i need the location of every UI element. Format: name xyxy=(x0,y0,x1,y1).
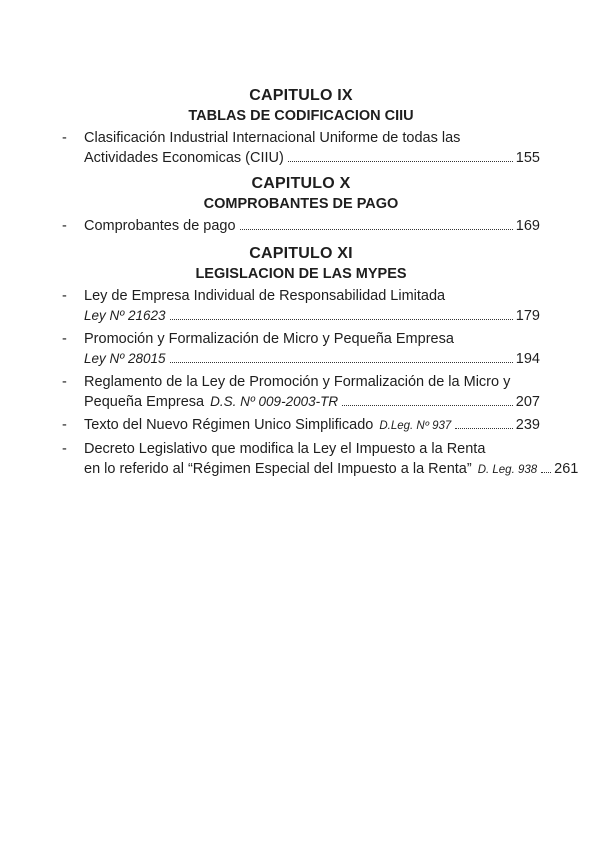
chapter-title: CAPITULO IX xyxy=(249,87,353,104)
toc-entry xyxy=(62,439,579,480)
entry-text-line: Promoción y Formalización de Micro y Pequeña Empresa xyxy=(84,331,454,347)
dot-leader xyxy=(288,161,513,162)
chapter-subtitle: TABLAS DE CODIFICACION CIIU xyxy=(188,108,414,124)
entry-leader-line xyxy=(84,459,579,480)
entry-bullet: - xyxy=(62,417,67,433)
chapter-subtitle: COMPROBANTES DE PAGO xyxy=(203,196,399,212)
legal-reference: D.S. Nº 009-2003-TR xyxy=(210,394,339,409)
legal-reference: D. Leg. 938 xyxy=(477,464,538,476)
page-number: 179 xyxy=(515,308,540,324)
entry-text: en lo referido al “Régimen Especial del Impuesto a la Renta” xyxy=(84,461,472,477)
toc-entries xyxy=(62,286,579,480)
entry-leader-line xyxy=(84,392,540,412)
page-number: 194 xyxy=(515,351,540,367)
table-of-contents xyxy=(62,86,579,483)
entry-text: Texto del Nuevo Régimen Unico Simplificado xyxy=(84,417,374,433)
entry-leader-line xyxy=(84,148,540,168)
entry-bullet: - xyxy=(62,374,67,390)
page-number: 155 xyxy=(515,150,540,166)
entry-leader-line xyxy=(84,216,540,236)
chapter-title: CAPITULO X xyxy=(251,175,351,192)
legal-reference: Ley Nº 28015 xyxy=(84,351,166,366)
toc-entry xyxy=(62,286,540,326)
dot-leader xyxy=(455,428,512,429)
entry-text-line: Clasificación Industrial Internacional Uniforme de todas las xyxy=(84,130,461,146)
entry-leader-line xyxy=(84,415,540,436)
dot-leader xyxy=(170,362,513,363)
legal-reference: Ley Nº 21623 xyxy=(84,308,166,323)
dot-leader xyxy=(170,319,513,320)
page-number: 239 xyxy=(515,417,540,433)
legal-reference: D.Leg. Nº 937 xyxy=(379,420,452,432)
chapter-title: CAPITULO XI xyxy=(249,245,353,262)
entry-text-line: Ley de Empresa Individual de Responsabilidad Limitada xyxy=(84,288,446,304)
entry-text: Actividades Economicas (CIIU) xyxy=(84,150,284,166)
page-number: 169 xyxy=(515,218,540,234)
toc-entry xyxy=(62,329,540,369)
toc-entry xyxy=(62,216,540,236)
entry-text: Comprobantes de pago xyxy=(84,218,236,234)
entry-text: Pequeña Empresa xyxy=(84,394,205,410)
entry-bullet: - xyxy=(62,441,67,457)
entry-leader-line xyxy=(84,349,540,369)
toc-entry xyxy=(62,372,540,412)
entry-bullet: - xyxy=(62,288,67,304)
chapter-subtitle: LEGISLACION DE LAS MYPES xyxy=(195,266,407,282)
dot-leader xyxy=(342,405,513,406)
chapter-x xyxy=(62,174,540,236)
entry-leader-line xyxy=(84,306,540,326)
toc-entries xyxy=(62,128,540,168)
entry-text-line: Decreto Legislativo que modifica la Ley el Impuesto a la Renta xyxy=(84,441,486,457)
toc-entry xyxy=(62,415,540,436)
toc-entry xyxy=(62,128,540,168)
entry-bullet: - xyxy=(62,331,67,347)
entry-bullet: - xyxy=(62,130,67,146)
chapter-xi xyxy=(62,244,579,480)
toc-entries xyxy=(62,216,540,236)
chapter-ix xyxy=(62,86,540,168)
dot-leader xyxy=(240,229,513,230)
dot-leader xyxy=(541,472,551,473)
entry-bullet: - xyxy=(62,218,67,234)
page-number: 261 xyxy=(554,461,579,477)
page-number: 207 xyxy=(515,394,540,410)
entry-text-line: Reglamento de la Ley de Promoción y Formalización de la Micro y xyxy=(84,374,511,390)
